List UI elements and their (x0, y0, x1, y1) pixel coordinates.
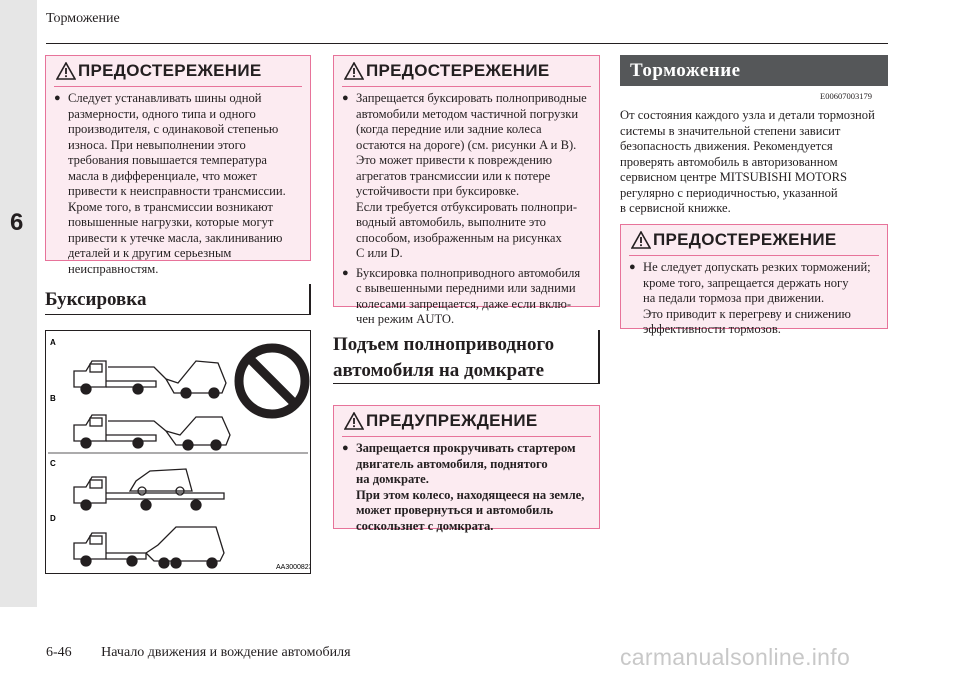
caution-item (342, 441, 591, 534)
dolly-truck-d (74, 527, 224, 568)
warning-title: ПРЕДОСТЕРЕЖЕНИЕ (366, 61, 550, 80)
text-line: (когда передние или задние колеса (356, 122, 542, 136)
figure-code: AA3000823 (276, 564, 310, 571)
caution-header (334, 406, 599, 436)
figure-label-b: B (50, 394, 56, 403)
text-line: Если требуется отбуксировать полнопри- (356, 199, 578, 214)
heading-bar (598, 330, 600, 383)
prohibition-icon (239, 348, 305, 414)
section-heading-towing: Буксировка (45, 289, 147, 310)
text-line: Это приводит к перегреву и снижению (643, 306, 851, 321)
caution-body (342, 436, 591, 534)
warning-triangle-icon (631, 231, 651, 249)
text-line: неисправностям. (68, 261, 159, 276)
text-line: Запрещается буксировать полноприводные (356, 91, 587, 105)
watermark: carmanualsonline.info (620, 644, 851, 670)
text-line: эффективности тормозов. (643, 322, 781, 336)
text-line: Это может привести к повреждению (356, 153, 553, 167)
chapter-tab-strip (0, 0, 37, 607)
warning-item (629, 260, 879, 338)
warning-item (342, 266, 591, 328)
warning-body (629, 255, 879, 338)
warning-triangle-icon (344, 62, 364, 80)
text-line: устойчивости при буксировке. (356, 184, 520, 198)
warning-header (621, 225, 887, 255)
text-line: размерности, одного типа и одного (68, 106, 256, 121)
warning-item (342, 91, 591, 262)
warning-box-tires (45, 55, 311, 276)
section-code: E00607003179 (820, 91, 872, 101)
tow-truck-a (74, 361, 226, 398)
text-line: масла в дифференциале, что может (68, 168, 257, 183)
heading-line: автомобиля на домкрате (333, 360, 545, 381)
footer-section: Начало движения и вождение автомобиля (101, 645, 351, 660)
flatbed-truck-c (74, 469, 224, 510)
caution-box-jack (333, 405, 600, 533)
bullet-icon: ● (54, 92, 61, 104)
towing-figure (45, 330, 311, 574)
text-line: водный автомобиль, выполните это (356, 215, 546, 229)
warning-title: ПРЕДОСТЕРЕЖЕНИЕ (78, 61, 262, 80)
warning-text (643, 260, 871, 338)
text-line: При этом колесо, находящееся на земле, (356, 487, 585, 502)
text-line: Буксировка полноприводного автомобиля (356, 265, 581, 280)
heading-bar (309, 284, 311, 315)
text-line: привести к неисправности трансмиссии. (68, 184, 286, 198)
warning-header (334, 56, 599, 86)
warning-title: ПРЕДОСТЕРЕЖЕНИЕ (653, 230, 837, 249)
warning-body (54, 86, 302, 277)
bullet-icon: ● (342, 266, 349, 279)
section-title-braking: Торможение (620, 55, 888, 86)
warning-text (356, 91, 587, 262)
text-line: кроме того, запрещается держать ногу (643, 275, 849, 290)
warning-box-4wd-towing (333, 55, 600, 326)
bullet-icon: ● (342, 442, 349, 454)
warning-box-braking (620, 224, 888, 336)
text-line: привести к утечке масла, заклиниванию (68, 230, 283, 245)
text-line: износа. При невыполнении этого (68, 137, 246, 152)
text-line: колесами запрещается, даже если вклю- (356, 296, 572, 311)
bullet-icon: ● (342, 92, 349, 104)
text-line: чен режим AUTO. (356, 312, 455, 326)
section-heading-jack (333, 332, 554, 384)
text-line: с вывешенными передними или задними (356, 281, 576, 295)
heading-underline (45, 314, 311, 315)
text-line: проверять автомобиль в авторизованном (620, 154, 838, 169)
text-line: автомобили методом частичной погрузки (356, 106, 579, 121)
towing-illustration (46, 331, 310, 573)
text-line: на домкрате. (356, 472, 429, 486)
caution-text (356, 441, 584, 534)
warning-triangle-icon (56, 62, 76, 80)
text-line: регулярно с периодичностью, указанной (620, 185, 838, 200)
text-line: производителя, с одинаковой степенью (68, 122, 279, 136)
text-line: остаются на дороге) (см. рисунки A и B). (356, 137, 577, 152)
braking-paragraph (620, 108, 888, 217)
text-line: способом, изображенным на рисунках (356, 230, 562, 245)
heading-underline (333, 383, 600, 384)
text-line: Кроме того, в трансмиссии возникают (68, 199, 273, 214)
text-line: системы в значительной степени зависит (620, 123, 841, 138)
warning-text (68, 91, 286, 277)
page-number: 6-46 (46, 645, 72, 660)
figure-label-c: C (50, 459, 56, 468)
bullet-icon: ● (629, 261, 636, 273)
text-line: может провернуться и автомобиль (356, 503, 554, 517)
page-footer (46, 645, 351, 661)
heading-line: Подъем полноприводного (333, 334, 555, 355)
text-line: Не следует допускать резких торможений; (643, 260, 871, 274)
warning-header (46, 56, 310, 86)
text-line: Запрещается прокручивать стартером (356, 441, 576, 455)
text-line: повышенные нагрузки, которые могут (68, 215, 274, 229)
text-line: на педали тормоза при движении. (643, 291, 825, 305)
text-line: От состояния каждого узла и детали тормозной (620, 108, 875, 122)
text-line: безопасность движения. Рекомендуется (620, 139, 833, 153)
text-line: соскользнет с домкрата. (356, 518, 494, 533)
page-header-title: Торможение (46, 11, 120, 26)
text-line: сервисном центре MITSUBISHI MOTORS (620, 170, 848, 184)
text-line: требования повышается температура (68, 153, 268, 167)
text-line: двигатель автомобиля, поднятого (356, 456, 548, 471)
figure-label-a: A (50, 338, 56, 347)
warning-body (342, 86, 591, 328)
text-line: Следует устанавливать шины одной (68, 91, 262, 105)
tow-truck-b (74, 415, 230, 450)
figure-label-d: D (50, 514, 56, 523)
warning-triangle-icon (344, 412, 364, 430)
warning-item (54, 91, 302, 277)
caution-title: ПРЕДУПРЕЖДЕНИЕ (366, 411, 538, 430)
text-line: C или D. (356, 246, 403, 260)
text-line: в сервисной книжке. (620, 201, 731, 215)
warning-text (356, 266, 580, 328)
header-divider (46, 43, 888, 44)
chapter-number: 6 (10, 209, 24, 236)
text-line: деталей и к другим серьезным (68, 246, 232, 260)
text-line: агрегатов трансмиссии или к потере (356, 168, 551, 183)
